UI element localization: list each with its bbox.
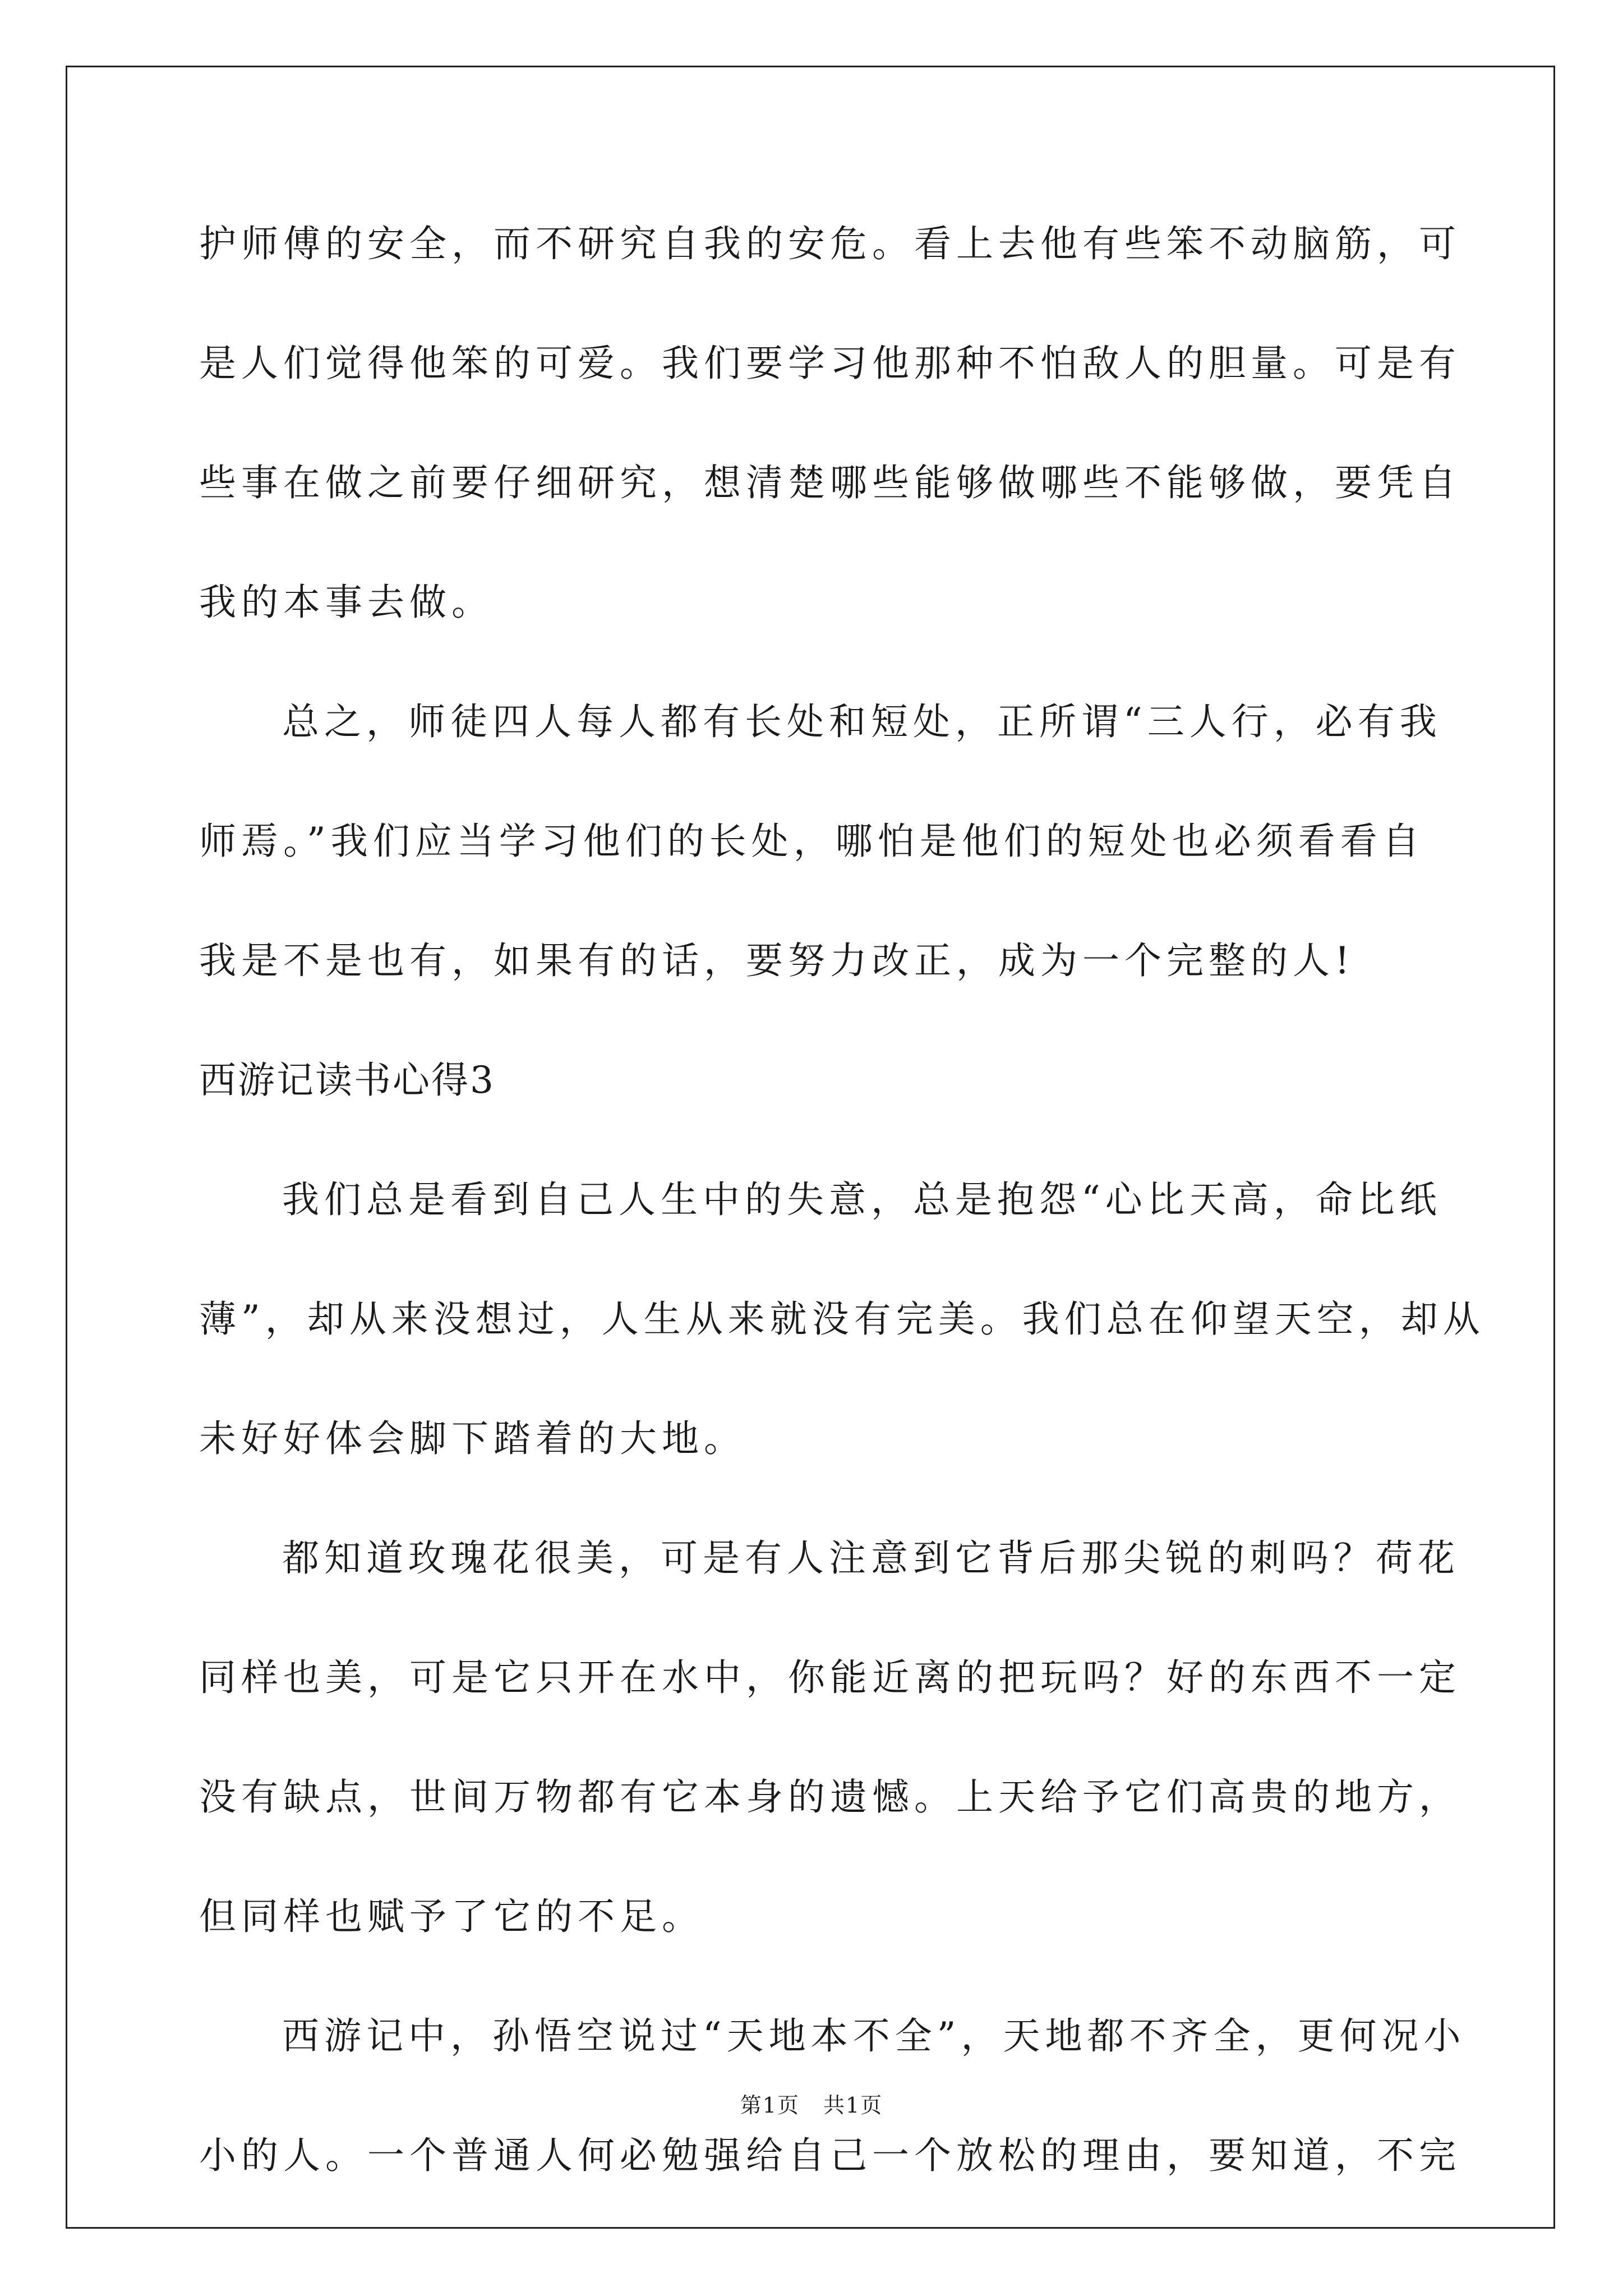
text-line: 未好好体会脚下踏着的大地。 bbox=[199, 1417, 746, 1460]
text-line: 些事在做之前要仔细研究，想清楚哪些能够做哪些不能够做，要凭自 bbox=[199, 461, 1461, 504]
paragraph-start-line: 都知道玫瑰花很美，可是有人注意到它背后那尖锐的刺吗？荷花 bbox=[282, 1536, 1460, 1580]
text-line: 同样也美，可是它只开在水中，你能近离的把玩吗？好的东西不一定 bbox=[199, 1656, 1461, 1699]
page-total: 共1页 bbox=[823, 2093, 883, 2118]
text-line: 薄”，却从来没想过，人生从来就没有完美。我们总在仰望天空，却从 bbox=[199, 1297, 1485, 1341]
text-line: 小的人。一个普通人何必勉强给自己一个放松的理由，要知道，不完 bbox=[199, 2134, 1461, 2177]
paragraph-start-line: 我们总是看到自己人生中的失意，总是抱怨“心比天高，命比纸 bbox=[282, 1178, 1442, 1221]
text-line: 我是不是也有，如果有的话，要努力改正，成为一个完整的人! bbox=[199, 939, 1355, 982]
text-line: 是人们觉得他笨的可爱。我们要学习他那种不怕敌人的胆量。可是有 bbox=[199, 342, 1461, 385]
text-line: 但同样也赋予了它的不足。 bbox=[199, 1895, 704, 1938]
paragraph-start-line: 总之，师徒四人每人都有长处和短处，正所谓“三人行，必有我 bbox=[282, 700, 1442, 743]
text-line: 我的本事去做。 bbox=[199, 581, 494, 624]
text-line: 护师傅的安全，而不研究自我的安危。看上去他有些笨不动脑筋，可 bbox=[199, 222, 1461, 265]
paragraph-start-line: 西游记中，孙悟空说过“天地本不全”，天地都不齐全，更何况小 bbox=[282, 2014, 1466, 2058]
text-line: 没有缺点，世间万物都有它本身的遗憾。上天给予它们高贵的地方， bbox=[199, 1775, 1461, 1819]
page-footer bbox=[0, 2091, 1623, 2119]
text-line: 师焉。”我们应当学习他们的长处，哪怕是他们的短处也必须看看自 bbox=[199, 820, 1424, 863]
document-body bbox=[199, 208, 1485, 2239]
section-heading: 西游记读书心得3 bbox=[199, 1059, 495, 1102]
page-number: 第1页 bbox=[740, 2093, 800, 2118]
